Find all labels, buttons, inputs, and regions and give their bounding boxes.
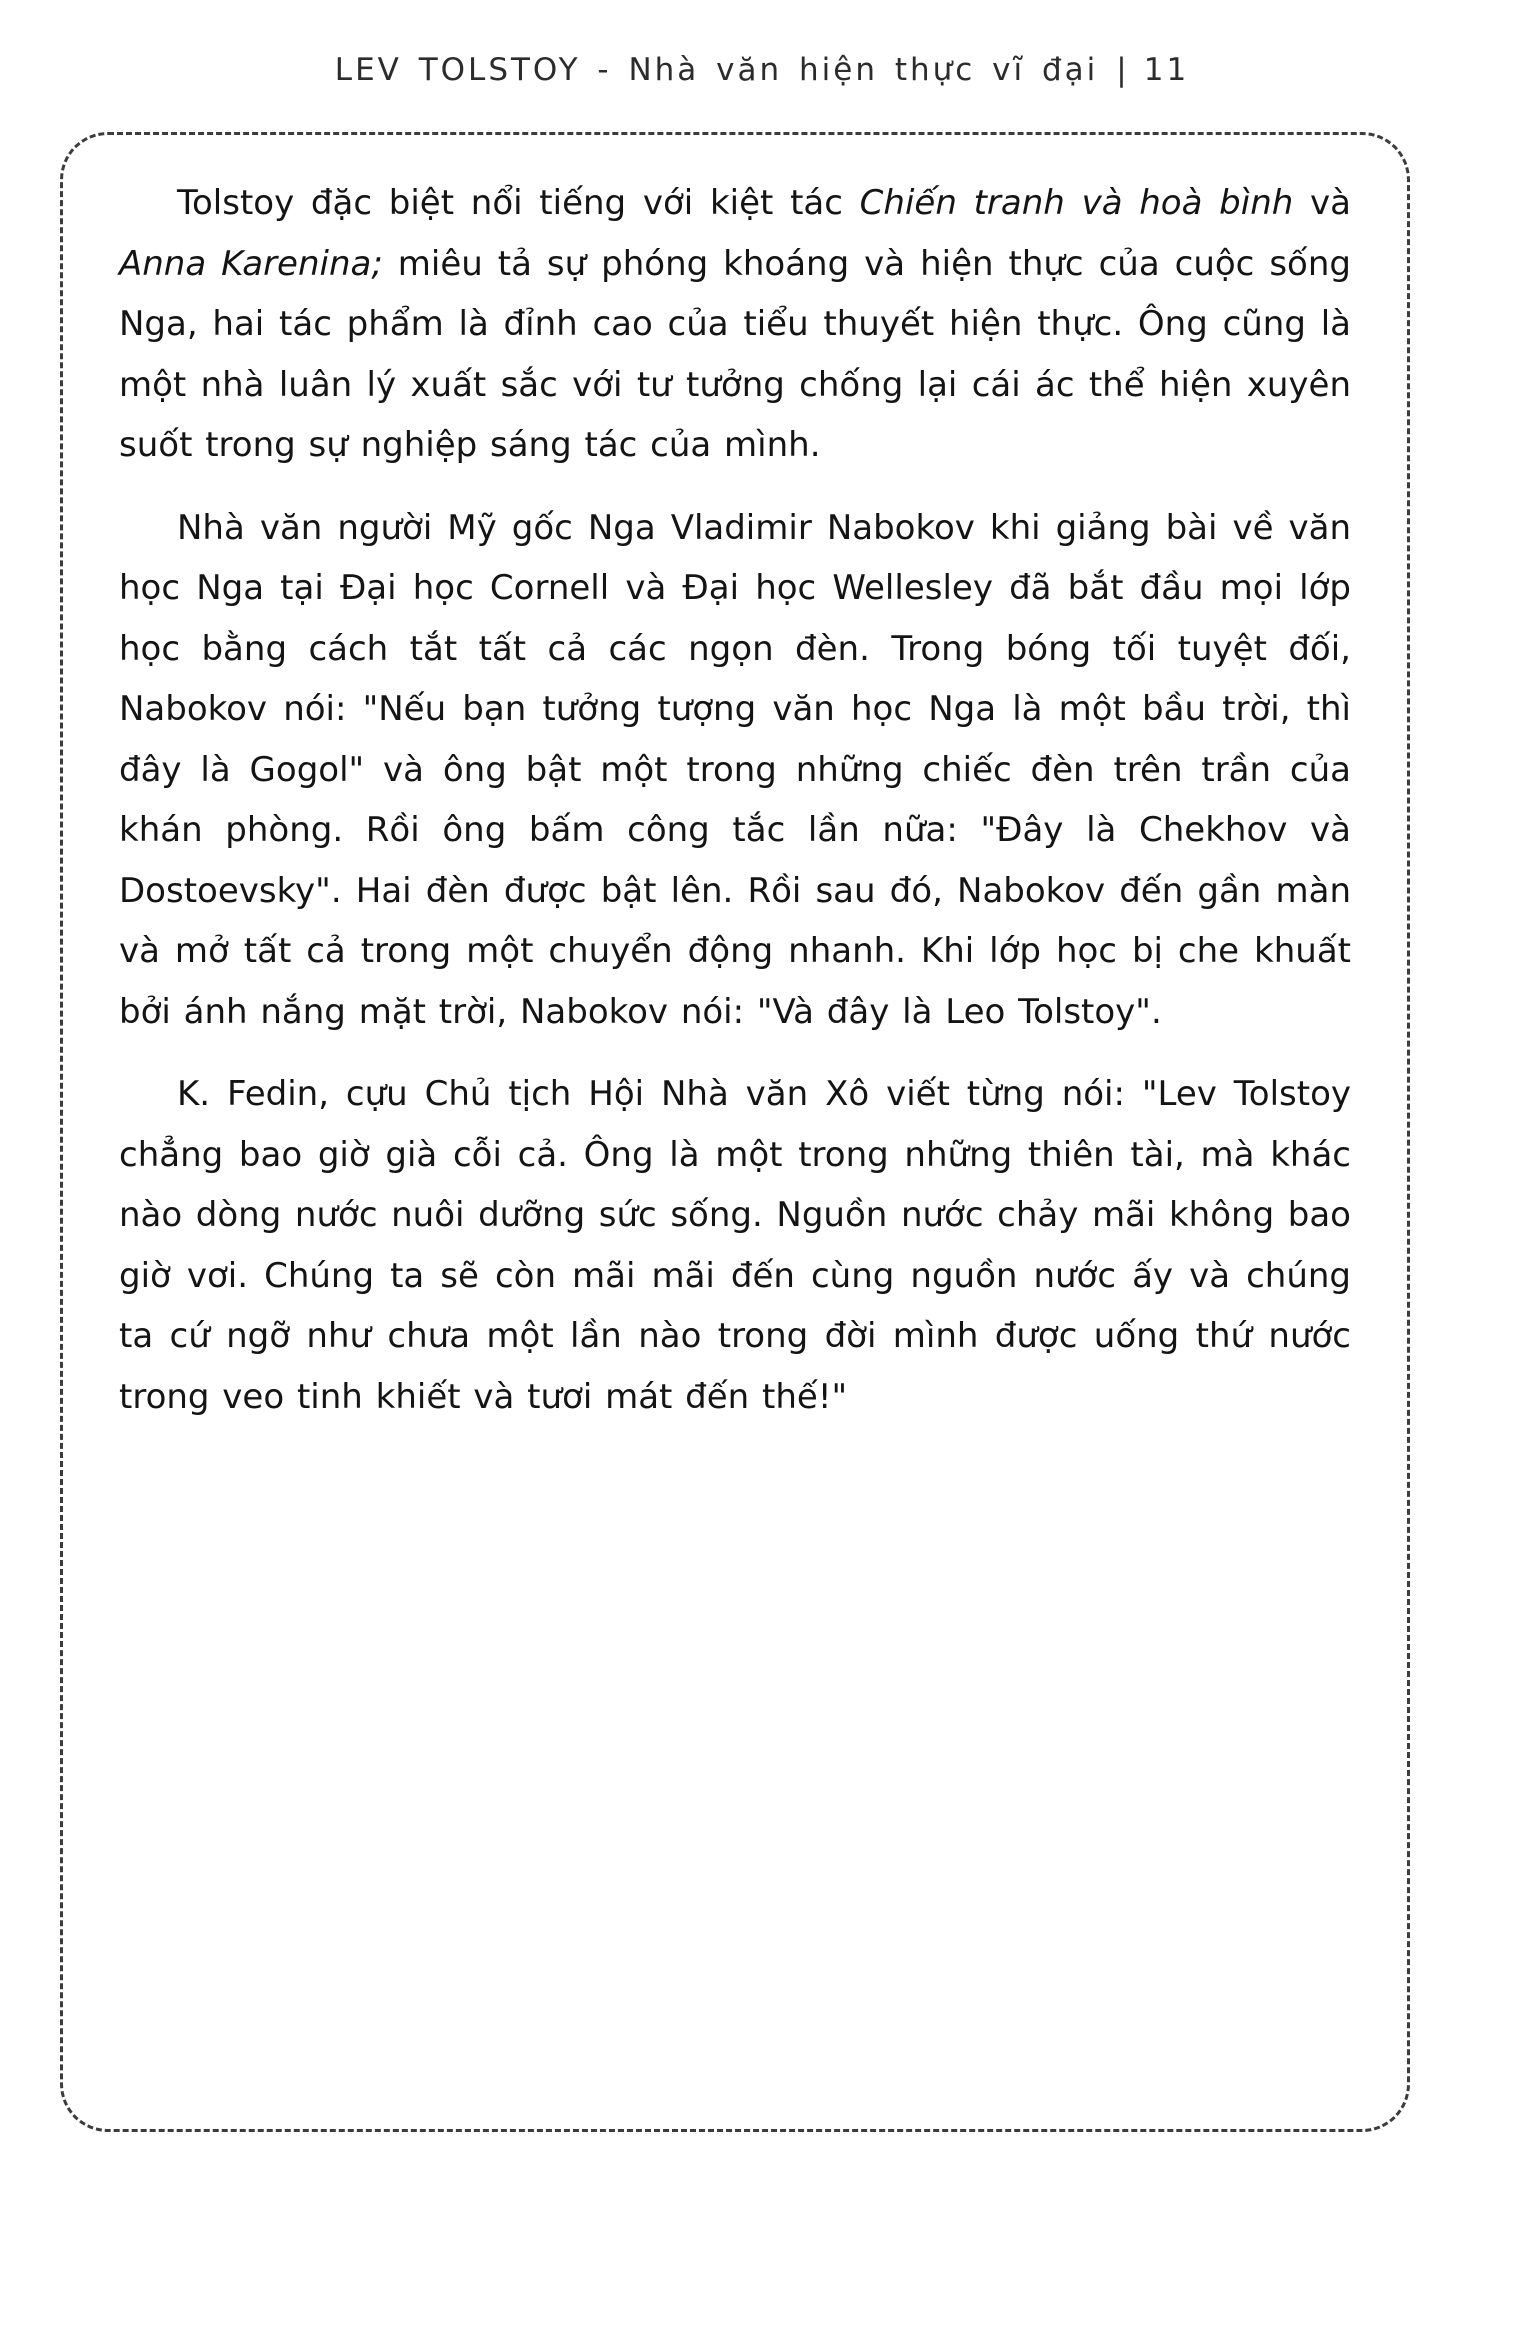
- text-run: Tolstoy đặc biệt nổi tiếng với kiệt tác: [177, 183, 860, 223]
- paragraph: [119, 1064, 1351, 1427]
- page-number-separator: |: [1116, 52, 1130, 88]
- running-header: [0, 52, 1524, 88]
- italic-text-run: Chiến tranh và hoà bình: [859, 183, 1294, 223]
- text-run: và: [1293, 183, 1351, 223]
- page-number: 11: [1143, 52, 1190, 88]
- text-run: K. Fedin, cựu Chủ tịch Hội Nhà văn Xô viết từng nói: "Lev Tolstoy chẳng bao giờ già cỗi cả. Ông là một trong những thiên tài, mà khác nào dòng nước nuôi dưỡng sức sống. Nguồn nước chảy mãi không bao giờ vơi. Chúng ta sẽ còn mãi mãi đến cùng nguồn nước ấy và chúng ta cứ ngỡ như chưa một lần nào trong đời mình được uống thứ nước trong veo tinh khiết và tươi mát đến thế!": [119, 1074, 1351, 1417]
- italic-text-run: Anna Karenina;: [119, 243, 383, 284]
- text-run: Nhà văn người Mỹ gốc Nga Vladimir Nabokov khi giảng bài về văn học Nga tại Đại học Cornell và Đại học Wellesley đã bắt đầu mọi lớp học bằng cách tắt tất cả các ngọn đèn. Trong bóng tối tuyệt đối, Nabokov nói: "Nếu bạn tưởng tượng văn học Nga là một bầu trời, thì đây là Gogol" và ông bật một trong những chiếc đèn trên trần của khán phòng. Rồi ông bấm công tắc lần nữa: "Đây là Chekhov và Dostoevsky". Hai đèn được bật lên. Rồi sau đó, Nabokov đến gần màn và mở tất cả trong một chuyển động nhanh. Khi lớp học bị che khuất bởi ánh nắng mặt trời, Nabokov nói: "Và đây là Leo Tolstoy".: [119, 507, 1351, 1032]
- running-header-title: LEV TOLSTOY - Nhà văn hiện thực vĩ đại: [334, 52, 1099, 88]
- paragraph: [119, 173, 1351, 476]
- content-box: [60, 132, 1410, 2132]
- text-run: miêu tả sự phóng khoáng và hiện thực của cuộc sống Nga, hai tác phẩm là đỉnh cao của tiểu thuyết hiện thực. Ông cũng là một nhà luân lý xuất sắc với tư tưởng chống lại cái ác thể hiện xuyên suốt trong sự nghiệp sáng tác của mình.: [119, 243, 1351, 466]
- paragraph: [119, 498, 1351, 1043]
